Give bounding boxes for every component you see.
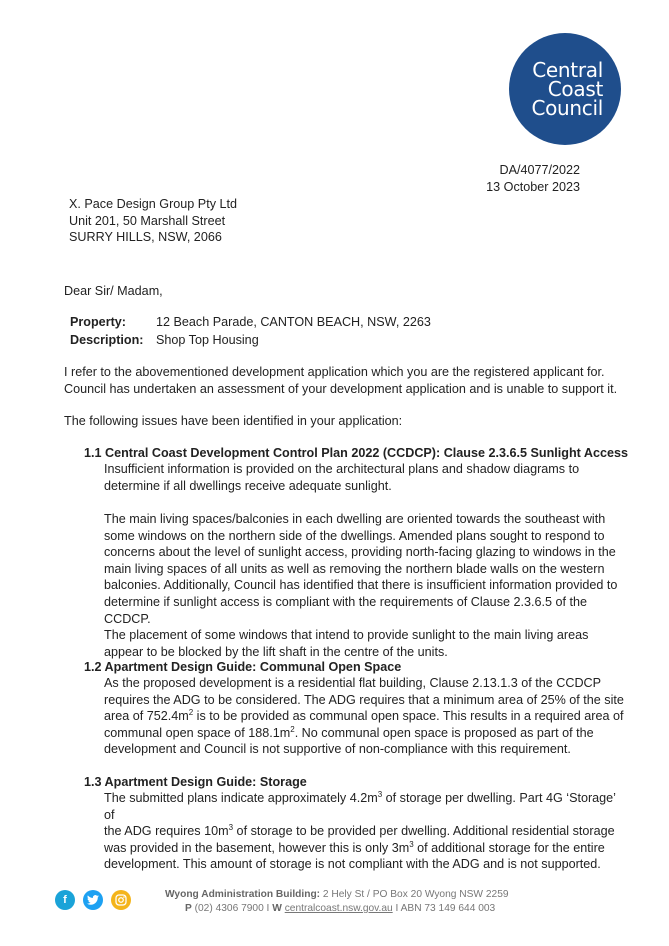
- section-1-3-body: [104, 790, 624, 873]
- recipient-name: X. Pace Design Group Pty Ltd: [69, 197, 238, 211]
- text-line: some windows on the northern side of the dwellings. Amended plans sought to respond to: [104, 528, 605, 543]
- text-line: communal open space of $188.1m^2$. No communal open space is proposed as part of the: [104, 724, 594, 740]
- text-line: The main living spaces/balconies in each dwelling are oriented towards the southeast with: [104, 512, 606, 526]
- text-line: requires the ADG to be considered. The ADG requires that a minimum area of 25% of the site: [104, 692, 624, 707]
- intro-paragraph: [64, 364, 617, 397]
- facebook-icon[interactable]: f: [55, 890, 75, 910]
- text-line: Insufficient information is provided on the architectural plans and shadow diagrams to: [104, 462, 580, 476]
- logo-line-1: Central: [532, 57, 603, 82]
- council-logo: [509, 33, 621, 145]
- text-line: determine if sunlight access is compliant with the requirements of Clause 2.3.6.5 of the CCDCP.: [104, 594, 588, 626]
- issues-intro: The following issues have been identified in your application:: [64, 414, 403, 428]
- letter-date: 13 October 2023: [486, 180, 580, 194]
- text-line: concerns about the level of sunlight access, providing north-facing glazing to windows in the: [104, 545, 616, 560]
- text-line: was provided in the basement, however this is only $3m^3$ of additional storage for the entire: [104, 839, 605, 855]
- section-1-3-heading: 1.3 Apartment Design Guide: Storage: [84, 775, 307, 789]
- twitter-icon[interactable]: [83, 890, 103, 910]
- text-line: balconies. Additionally, Council has identified that there is insufficient information provided to: [104, 578, 618, 593]
- text-line: area of $752.4m^2$ is to be provided as communal open space. This results in a required area of: [104, 708, 624, 724]
- footer-web-label: W: [272, 903, 282, 914]
- footer-abn: I ABN 73 149 644 003: [392, 903, 496, 914]
- property-details: [70, 314, 431, 350]
- section-1-2-heading: 1.2 Apartment Design Guide: Communal Open Space: [84, 660, 402, 674]
- text-line: The submitted plans indicate approximately $4.2m^3$ of storage per dwelling. Part 4G ‘Storage’ of: [104, 790, 616, 822]
- text-line: the ADG requires $10m^3$ of storage to be provided per dwelling. Additional residential storage: [104, 823, 615, 839]
- instagram-icon[interactable]: [111, 890, 131, 910]
- recipient-address: [69, 196, 237, 246]
- section-1-1-para-2: [104, 511, 624, 660]
- property-value: 12 Beach Parade, CANTON BEACH, NSW, 2263: [156, 315, 431, 329]
- da-number: DA/4077/2022: [499, 163, 580, 177]
- footer: [0, 888, 669, 918]
- footer-phone-label: P: [185, 903, 192, 914]
- footer-contact: [165, 888, 509, 916]
- intro-line: I refer to the abovementioned development application which you are the registered applicant for.: [64, 365, 605, 379]
- footer-building-address: 2 Hely St / PO Box 20 Wyong NSW 2259: [320, 889, 509, 900]
- recipient-address-line-1: Unit 201, 50 Marshall Street: [69, 213, 226, 228]
- footer-building-label: Wyong Administration Building:: [165, 889, 321, 900]
- text-line: determine if all dwellings receive adequate sunlight.: [104, 478, 392, 493]
- footer-website-link[interactable]: centralcoast.nsw.gov.au: [284, 903, 393, 914]
- salutation: Dear Sir/ Madam,: [64, 284, 163, 298]
- property-label: Property:: [70, 315, 126, 329]
- text-line: development. This amount of storage is not compliant with the ADG and is not supported.: [104, 857, 601, 872]
- section-1-1-heading: 1.1 Central Coast Development Control Plan 2022 (CCDCP): Clause 2.3.6.5 Sunlight Access: [84, 446, 629, 460]
- text-line: appear to be blocked by the lift shaft in the centre of the units.: [104, 644, 448, 659]
- section-1-1-para-1: [104, 461, 624, 494]
- text-line: As the proposed development is a residential flat building, Clause 2.13.1.3 of the CCDCP: [104, 676, 602, 690]
- description-value: Shop Top Housing: [156, 333, 259, 347]
- recipient-address-line-2: SURRY HILLS, NSW, 2066: [69, 230, 222, 245]
- logo-line-3: Council: [531, 95, 603, 120]
- text-line: main living spaces of all units as well as removing the northern blade walls on the western: [104, 561, 605, 576]
- text-line: development and Council is not supportive of non-compliance with this requirement.: [104, 742, 571, 757]
- logo-line-2: Coast: [547, 76, 603, 101]
- footer-phone: (02) 4306 7900 I: [191, 903, 273, 914]
- section-1-2-body: [104, 675, 624, 758]
- text-line: The placement of some windows that intend to provide sunlight to the main living areas: [104, 628, 589, 643]
- description-label: Description:: [70, 333, 144, 347]
- intro-line: Council has undertaken an assessment of your development application and is unable to support it.: [64, 381, 618, 396]
